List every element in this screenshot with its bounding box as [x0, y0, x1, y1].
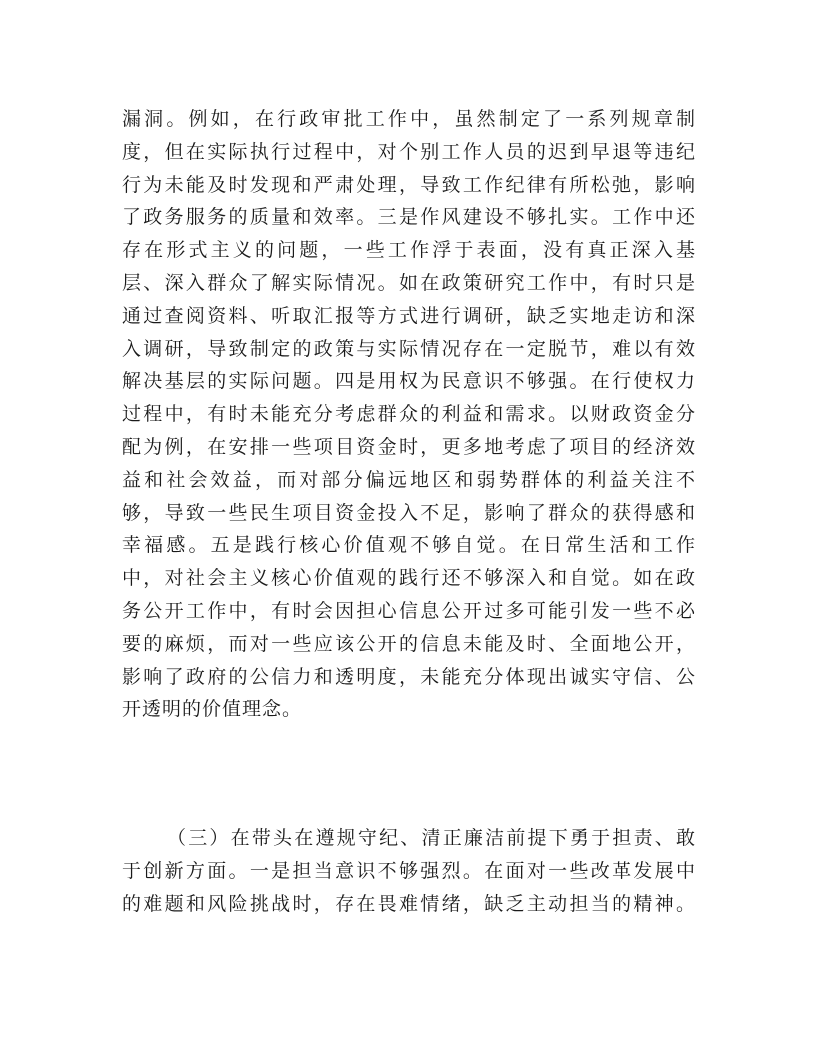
paragraph-1-line: 务公开工作中，有时会因担心信息公开过多可能引发一些不必: [122, 599, 696, 622]
paragraph-1-line: 行为未能及时发现和严肃处理，导致工作纪律有所松弛，影响: [122, 173, 696, 196]
paragraph-1-line: 度，但在实际执行过程中，对个别工作人员的迟到早退等违纪: [122, 140, 696, 163]
paragraph-1-line: 要的麻烦，而对一些应该公开的信息未能及时、全面地公开，: [122, 632, 696, 655]
paragraph-2-line: 于创新方面。一是担当意识不够强烈。在面对一些改革发展中: [122, 859, 696, 882]
paragraph-1-line: 层、深入群众了解实际情况。如在政策研究工作中，有时只是: [122, 271, 696, 294]
paragraph-1-line: 配为例，在安排一些项目资金时，更多地考虑了项目的经济效: [122, 435, 696, 458]
paragraph-1-line: 通过查阅资料、听取汇报等方式进行调研，缺乏实地走访和深: [122, 304, 696, 327]
paragraph-1: [122, 103, 696, 726]
paragraph-2: [122, 822, 696, 920]
paragraph-1-line: 入调研，导致制定的政策与实际情况存在一定脱节，难以有效: [122, 337, 696, 360]
paragraph-1-line: 了政务服务的质量和效率。三是作风建设不够扎实。工作中还: [122, 206, 696, 229]
paragraph-1-line: 幸福感。五是践行核心价值观不够自觉。在日常生活和工作: [122, 534, 696, 557]
paragraph-1-line: 过程中，有时未能充分考虑群众的利益和需求。以财政资金分: [122, 403, 696, 426]
paragraph-1-line: 中，对社会主义核心价值观的践行还不够深入和自觉。如在政: [122, 567, 696, 590]
paragraph-1-line: 够，导致一些民生项目资金投入不足，影响了群众的获得感和: [122, 501, 696, 524]
paragraph-1-line: 存在形式主义的问题，一些工作浮于表面，没有真正深入基: [122, 239, 696, 262]
paragraph-1-line: 漏洞。例如，在行政审批工作中，虽然制定了一系列规章制: [122, 108, 696, 130]
paragraph-1-line: 益和社会效益，而对部分偏远地区和弱势群体的利益关注不: [122, 468, 696, 491]
paragraph-1-line: 解决基层的实际问题。四是用权为民意识不够强。在行使权力: [122, 370, 696, 393]
paragraph-2-line: （三）在带头在遵规守纪、清正廉洁前提下勇于担责、敢: [167, 827, 696, 849]
paragraph-1-line: 开透明的价值理念。: [122, 698, 303, 721]
paragraph-2-line: 的难题和风险挑战时，存在畏难情绪，缺乏主动担当的精神。: [122, 892, 696, 915]
paragraph-1-line: 影响了政府的公信力和透明度，未能充分体现出诚实守信、公: [122, 665, 696, 688]
